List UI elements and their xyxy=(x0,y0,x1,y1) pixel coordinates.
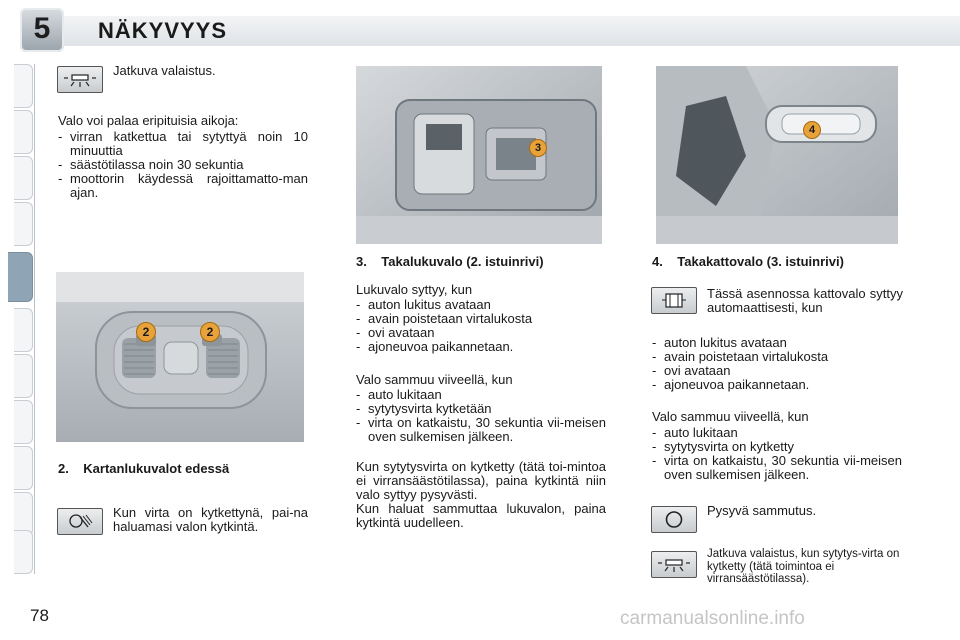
section-heading-3: 3. Takalukuvalo (2. istuinrivi) xyxy=(356,254,544,269)
list-item: - auton lukitus avataan xyxy=(652,336,902,350)
door-light-auto-icon xyxy=(651,287,697,314)
list-item: - sytytysvirta kytketään xyxy=(356,402,606,416)
callout-2-left: 2 xyxy=(136,322,156,342)
callout-4: 4 xyxy=(803,121,821,139)
icon1-description: Jatkuva valaistus. xyxy=(113,63,216,78)
chapter-tab[interactable] xyxy=(14,202,33,246)
map-light-switch-icon xyxy=(57,508,103,535)
list-item: - ovi avataan xyxy=(356,326,606,340)
list-item: - ajoneuvoa paikannetaan. xyxy=(356,340,606,354)
chapter-tab-active[interactable] xyxy=(8,252,33,302)
rear-reading-light-photo xyxy=(356,66,602,244)
chapter-tab[interactable] xyxy=(14,64,33,108)
light-off-icon xyxy=(651,506,697,533)
list-item: - avain poistetaan virtalukosta xyxy=(356,312,606,326)
chapter-tab[interactable] xyxy=(14,446,33,490)
section-heading-2: 2. Kartanlukuvalot edessä xyxy=(58,461,230,476)
chapter-tabs xyxy=(14,64,35,574)
list-item: - moottorin käydessä rajoittamatto-man ajan. xyxy=(58,172,308,200)
chapter-tab[interactable] xyxy=(14,110,33,154)
list-item: - ajoneuvoa paikannetaan. xyxy=(652,378,902,392)
list-item: - virran katkettua tai sytyttyä noin 10 minuuttia xyxy=(58,130,308,158)
intro-text: Valo voi palaa eripituisia aikoja: xyxy=(58,113,239,128)
list-item: - säästötilassa noin 30 sekuntia xyxy=(58,158,308,172)
page-title: NÄKYVYYS xyxy=(98,18,228,43)
col3-list1 xyxy=(652,336,902,392)
list-item: - virta on katkaistu, 30 sekuntia vii-meisen oven sulkemisen jälkeen. xyxy=(356,416,606,444)
list-item: - auto lukitaan xyxy=(356,388,606,402)
section-heading-4: 4. Takakattovalo (3. istuinrivi) xyxy=(652,254,844,269)
col3-icon3-description: Jatkuva valaistus, kun sytytys-virta on kytketty (tätä toimintoa ei virransäästötilassa). xyxy=(707,548,900,585)
list-item: - ovi avataan xyxy=(652,364,902,378)
list-item: - avain poistetaan virtalukosta xyxy=(652,350,902,364)
watermark: carmanualsonline.info xyxy=(620,608,805,629)
col2-intro: Lukuvalo syttyy, kun xyxy=(356,282,473,297)
chapter-tab[interactable] xyxy=(14,400,33,444)
col3-intro2: Valo sammuu viiveellä, kun xyxy=(652,409,809,424)
front-map-lights-photo xyxy=(56,272,304,442)
list-item: - auto lukitaan xyxy=(652,426,902,440)
chapter-tab[interactable] xyxy=(14,530,33,574)
col3-list2 xyxy=(652,426,902,482)
col2-para1: Kun sytytysvirta on kytketty (tätä toi-mintoa ei virransäästötilassa), paina kytkintä niin valo syttyy pysyvästi. xyxy=(356,459,606,502)
page-number: 78 xyxy=(30,606,49,625)
col2-list1 xyxy=(356,298,606,354)
chapter-tab[interactable] xyxy=(14,156,33,200)
col2-para2: Kun haluat sammuttaa lukuvalon, paina kytkintä uudelleen. xyxy=(356,501,606,530)
callout-3: 3 xyxy=(529,139,547,157)
col2-intro2: Valo sammuu viiveellä, kun xyxy=(356,372,513,387)
chapter-number: 5 xyxy=(33,12,51,45)
col2-list2 xyxy=(356,388,606,444)
rear-ceiling-light-photo xyxy=(656,66,898,244)
ceiling-light-on-icon xyxy=(57,66,103,93)
chapter-badge xyxy=(20,8,64,52)
col3-icon2-description: Pysyvä sammutus. xyxy=(707,503,817,518)
col3-icon1-description: Tässä asennossa kattovalo syttyy automaattisesti, kun xyxy=(707,286,903,315)
chapter-tab[interactable] xyxy=(14,308,33,352)
duration-list xyxy=(58,130,308,200)
ceiling-light-on-icon xyxy=(651,551,697,578)
callout-2-right: 2 xyxy=(200,322,220,342)
icon2-description: Kun virta on kytkettynä, pai-na haluamasi valon kytkintä. xyxy=(113,505,308,534)
list-item: - virta on katkaistu, 30 sekuntia vii-meisen oven sulkemisen jälkeen. xyxy=(652,454,902,482)
list-item: - sytytysvirta on kytketty xyxy=(652,440,902,454)
list-item: - auton lukitus avataan xyxy=(356,298,606,312)
chapter-tab[interactable] xyxy=(14,354,33,398)
